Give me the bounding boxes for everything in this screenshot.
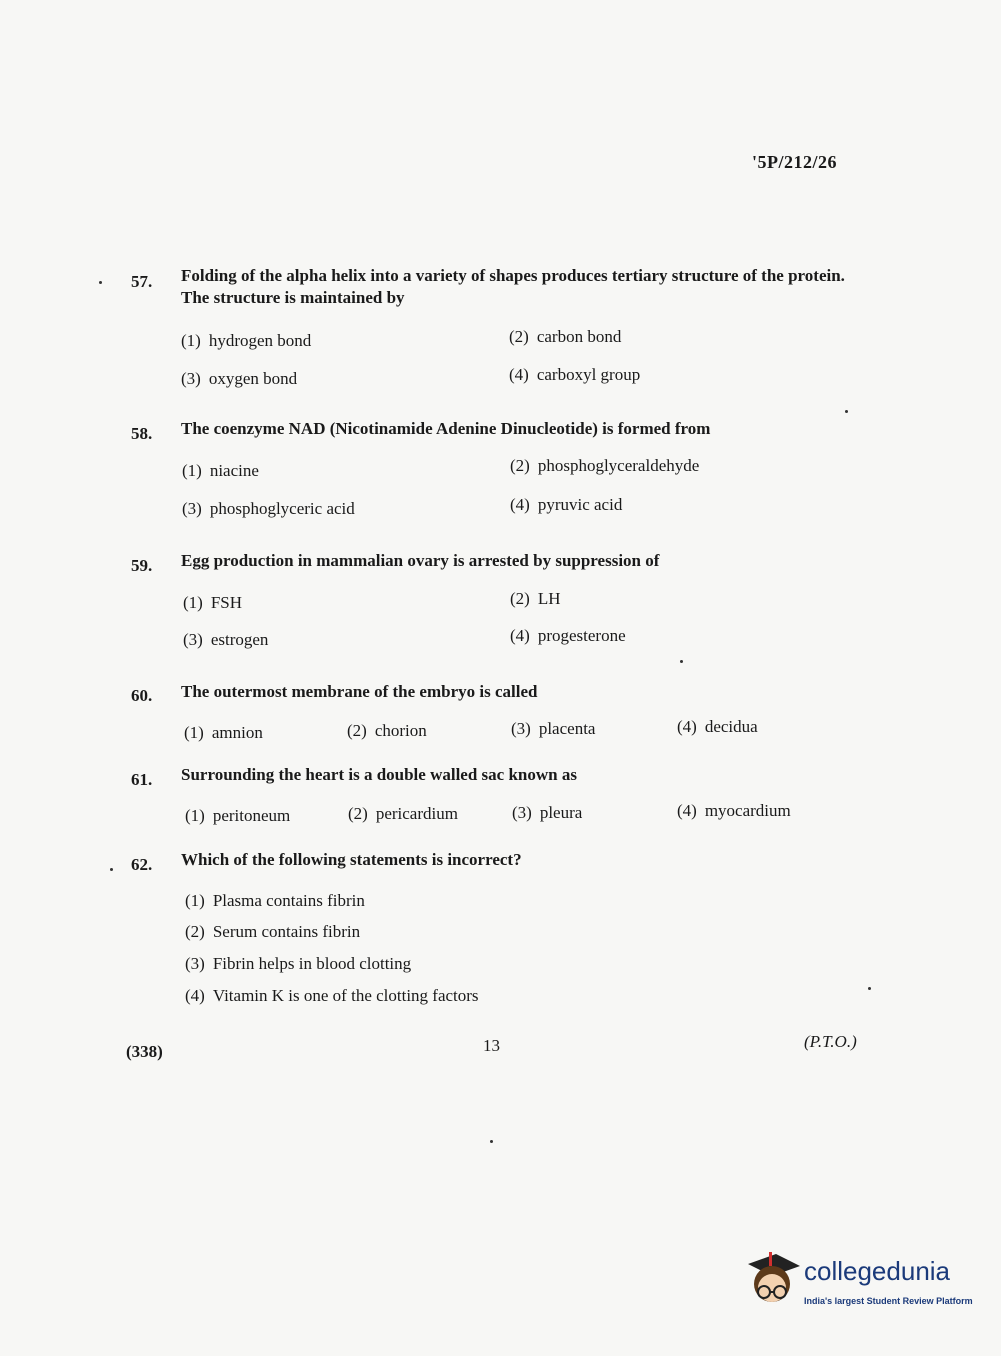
option-text: hydrogen bond (208, 331, 312, 350)
speck (680, 660, 683, 663)
option-4 (509, 365, 640, 385)
option-1 (181, 331, 311, 351)
option-number: (3) (511, 719, 531, 738)
option-text: progesterone (537, 626, 626, 645)
option-number: (4) (509, 365, 529, 384)
option-text: phosphoglyceric acid (209, 499, 355, 518)
question-text: The coenzyme NAD (Nicotinamide Adenine Dinucleotide) is formed from (181, 419, 711, 438)
mascot-icon (742, 1250, 802, 1312)
speck (490, 1140, 493, 1143)
option-number: (2) (509, 327, 529, 346)
option-1 (184, 723, 263, 743)
page-number: 13 (483, 1036, 500, 1055)
option-number: (3) (512, 803, 532, 822)
option-text: pericardium (375, 804, 458, 823)
option-text: pleura (539, 803, 583, 822)
option-text: carboxyl group (536, 365, 641, 384)
option-number: (2) (347, 721, 367, 740)
option-text: amnion (211, 723, 263, 742)
option-number: (1) (184, 723, 204, 742)
question-text: Folding of the alpha helix into a variety of shapes produces tertiary structure of the protein. The structure is maintained by (181, 266, 845, 307)
option-number: (4) (185, 986, 205, 1005)
option-number: (4) (510, 626, 530, 645)
option-number: (2) (510, 589, 530, 608)
option-3 (185, 954, 411, 974)
option-1 (182, 461, 259, 481)
speck (868, 987, 871, 990)
option-number: (3) (183, 630, 203, 649)
option-2 (510, 589, 561, 609)
option-text: myocardium (704, 801, 791, 820)
speck (110, 868, 113, 871)
option-text: placenta (538, 719, 596, 738)
speck (845, 410, 848, 413)
option-number: (1) (182, 461, 202, 480)
option-2 (509, 327, 621, 347)
option-4 (185, 986, 479, 1006)
logo-name: collegedunia (804, 1256, 951, 1286)
question-text: Egg production in mammalian ovary is arrested by suppression of (181, 551, 660, 570)
option-number: (4) (677, 801, 697, 820)
option-3 (511, 719, 595, 739)
option-2 (185, 922, 360, 942)
option-3 (512, 803, 582, 823)
option-text: oxygen bond (208, 369, 298, 388)
option-2 (510, 456, 699, 476)
question-text: Surrounding the heart is a double walled sac known as (181, 765, 577, 784)
collegedunia-logo (742, 1250, 972, 1320)
booklet-code: (338) (126, 1042, 163, 1061)
question-text: The outermost membrane of the embryo is called (181, 682, 538, 701)
option-text: Vitamin K is one of the clotting factors (212, 986, 479, 1005)
option-4 (677, 801, 791, 821)
option-number: (1) (183, 593, 203, 612)
question-number: 58. (131, 424, 153, 443)
option-text: decidua (704, 717, 758, 736)
option-2 (347, 721, 427, 741)
option-text: Fibrin helps in blood clotting (212, 954, 412, 973)
option-number: (3) (182, 499, 202, 518)
option-number: (1) (185, 806, 205, 825)
option-text: carbon bond (536, 327, 622, 346)
option-number: (3) (181, 369, 201, 388)
option-number: (4) (510, 495, 530, 514)
option-2 (348, 804, 458, 824)
option-number: (1) (181, 331, 201, 350)
question-number: 60. (131, 686, 153, 705)
paper-code: '5P/212/26 (752, 152, 837, 172)
option-number: (3) (185, 954, 205, 973)
option-number: (2) (510, 456, 530, 475)
option-text: niacine (209, 461, 259, 480)
speck (99, 281, 102, 284)
option-3 (182, 499, 355, 519)
option-3 (183, 630, 268, 650)
option-4 (677, 717, 758, 737)
option-number: (2) (185, 922, 205, 941)
option-3 (181, 369, 297, 389)
option-text: LH (537, 589, 561, 608)
question-text: Which of the following statements is incorrect? (181, 850, 522, 869)
option-text: Plasma contains fibrin (212, 891, 365, 910)
pto-note: (P.T.O.) (804, 1032, 857, 1051)
option-number: (4) (677, 717, 697, 736)
option-1 (185, 806, 290, 826)
option-text: Serum contains fibrin (212, 922, 361, 941)
question-number: 59. (131, 556, 153, 575)
option-text: FSH (210, 593, 243, 612)
option-text: peritoneum (212, 806, 291, 825)
logo-tagline: India's largest Student Review Platform (804, 1296, 973, 1306)
option-number: (1) (185, 891, 205, 910)
question-number: 57. (131, 272, 153, 291)
option-text: chorion (374, 721, 427, 740)
option-1 (185, 891, 365, 911)
option-4 (510, 626, 626, 646)
option-text: estrogen (210, 630, 269, 649)
option-1 (183, 593, 242, 613)
option-4 (510, 495, 622, 515)
option-text: pyruvic acid (537, 495, 623, 514)
option-number: (2) (348, 804, 368, 823)
question-number: 62. (131, 855, 153, 874)
option-text: phosphoglyceraldehyde (537, 456, 700, 475)
question-number: 61. (131, 770, 153, 789)
